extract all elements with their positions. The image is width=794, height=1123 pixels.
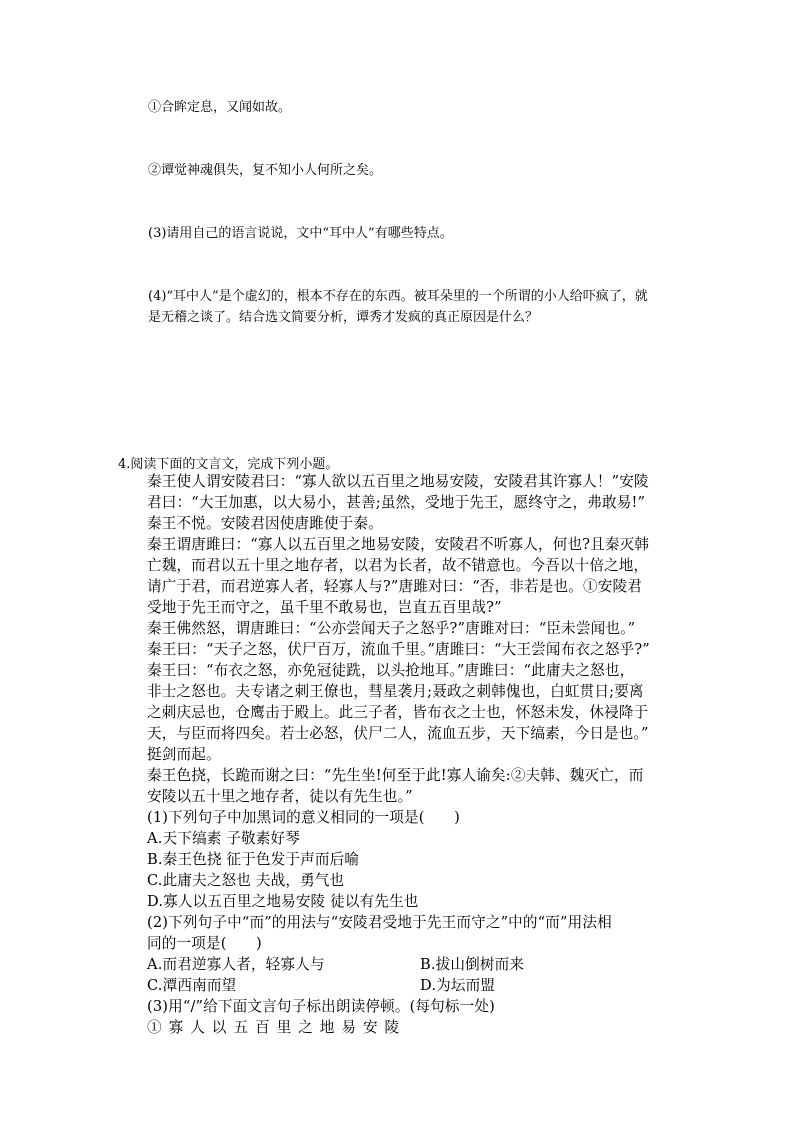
option-a[interactable]: A.天下缟素 子敬素好琴 — [147, 830, 300, 847]
option-c[interactable]: C.潭西南而望 — [147, 977, 237, 994]
passage-line: 秦王色挠，长跪而谢之曰：“先生坐!何至于此!寡人谕矣:②夫韩、魏灭亡，而 — [147, 767, 644, 784]
option-d[interactable]: D.为坛而盟 — [420, 977, 496, 994]
passage-line: 君曰：“大王加惠，以大易小，甚善;虽然，受地于先王，愿终守之，弗敢易!” — [147, 494, 646, 511]
passage-line: 秦王佛然怒，谓唐雎曰：“公亦尝闻天子之怒乎?”唐雎对曰：“臣未尝闻也。” — [147, 620, 636, 637]
question-4-line-1: (4)“耳中人”是个虚幻的，根本不存在的东西。被耳朵里的一个所谓的小人给吓疯了，就 — [148, 289, 648, 304]
passage-line: 受地于先王而守之，虽千里不敢易也，岂直五百里哉?” — [147, 599, 502, 616]
option-c[interactable]: C.此庸夫之怒也 夫战，勇气也 — [147, 872, 345, 889]
question-intro: 4.阅读下面的文言文，完成下列小题。 — [118, 457, 339, 472]
passage-line: 秦王曰：“布衣之怒，亦免冠徒跣，以头抢地耳。”唐雎曰：“此庸夫之怒也， — [147, 662, 635, 679]
question-3: (3)请用自己的语言说说，文中“耳中人”有哪些特点。 — [148, 226, 453, 241]
passage-line: 之刺庆忌也，仓鹰击于殿上。此三子者，皆布衣之士也，怀怒未发，休祲降于 — [147, 704, 649, 721]
q2-item-2: ②谭觉神魂俱失，复不知小人何所之矣。 — [148, 163, 383, 178]
passage-line: 挺剑而起。 — [147, 746, 221, 763]
option-b[interactable]: B.拔山倒树而来 — [420, 956, 525, 973]
passage-line: 非士之怒也。夫专诸之刺王僚也，彗星袭月;聂政之刺韩傀也，白虹贯日;要离 — [147, 683, 644, 700]
passage-line: 天，与臣而将四矣。若士必怒，伏尸二人，流血五步，天下缟素，今日是也。” — [147, 725, 649, 742]
sub-question-2-stem-line-2: 同的一项是( ) — [147, 935, 262, 952]
sub-question-3-stem: (3)用“/”给下面文言句子标出朗读停顿。(每句标一处) — [147, 998, 495, 1015]
option-d[interactable]: D.寡人以五百里之地易安陵 徒以有先生也 — [147, 893, 419, 910]
passage-line: 亡魏，而君以五十里之地存者，以君为长者，故不错意也。今吾以十倍之地， — [147, 557, 649, 574]
passage-line: 秦王不悦。安陵君因使唐雎使于秦。 — [147, 515, 383, 532]
sub-question-2-stem-line-1: (2)下列句子中“而”的用法与“安陵君受地于先王而守之”中的“而”用法相 — [147, 914, 612, 931]
passage-line: 秦王曰：“天子之怒，伏尸百万，流血千里。”唐雎曰：“大王尝闻布衣之怒乎?” — [147, 641, 650, 658]
question-4-line-2: 是无稽之谈了。结合选文简要分析，谭秀才发疯的真正原因是什么？ — [148, 310, 539, 325]
passage-line: 秦王谓唐雎曰：“寡人以五百里之地易安陵，安陵君不听寡人，何也?且秦灭韩 — [147, 536, 650, 553]
passage-line: 安陵以五十里之地存者，徒以有先生也。” — [147, 788, 413, 805]
q2-item-1: ①合眸定息，又闻如故。 — [148, 100, 292, 115]
option-a[interactable]: A.而君逆寡人者，轻寡人与 — [147, 956, 325, 973]
sub-question-3-item-1: ①寡人以五百里之地易安陵 — [147, 1019, 407, 1036]
sub-question-1-stem: (1)下列句子中加黑词的意义相同的一项是( ) — [147, 809, 460, 826]
passage-line: 请广于君，而君逆寡人者，轻寡人与?”唐雎对曰：“否，非若是也。①安陵君 — [147, 578, 642, 595]
option-b[interactable]: B.秦王色挠 征于色发于声而后喻 — [147, 851, 360, 868]
passage-line: 秦王使人谓安陵君曰：“寡人欲以五百里之地易安陵，安陵君其许寡人！”安陵 — [147, 473, 649, 490]
